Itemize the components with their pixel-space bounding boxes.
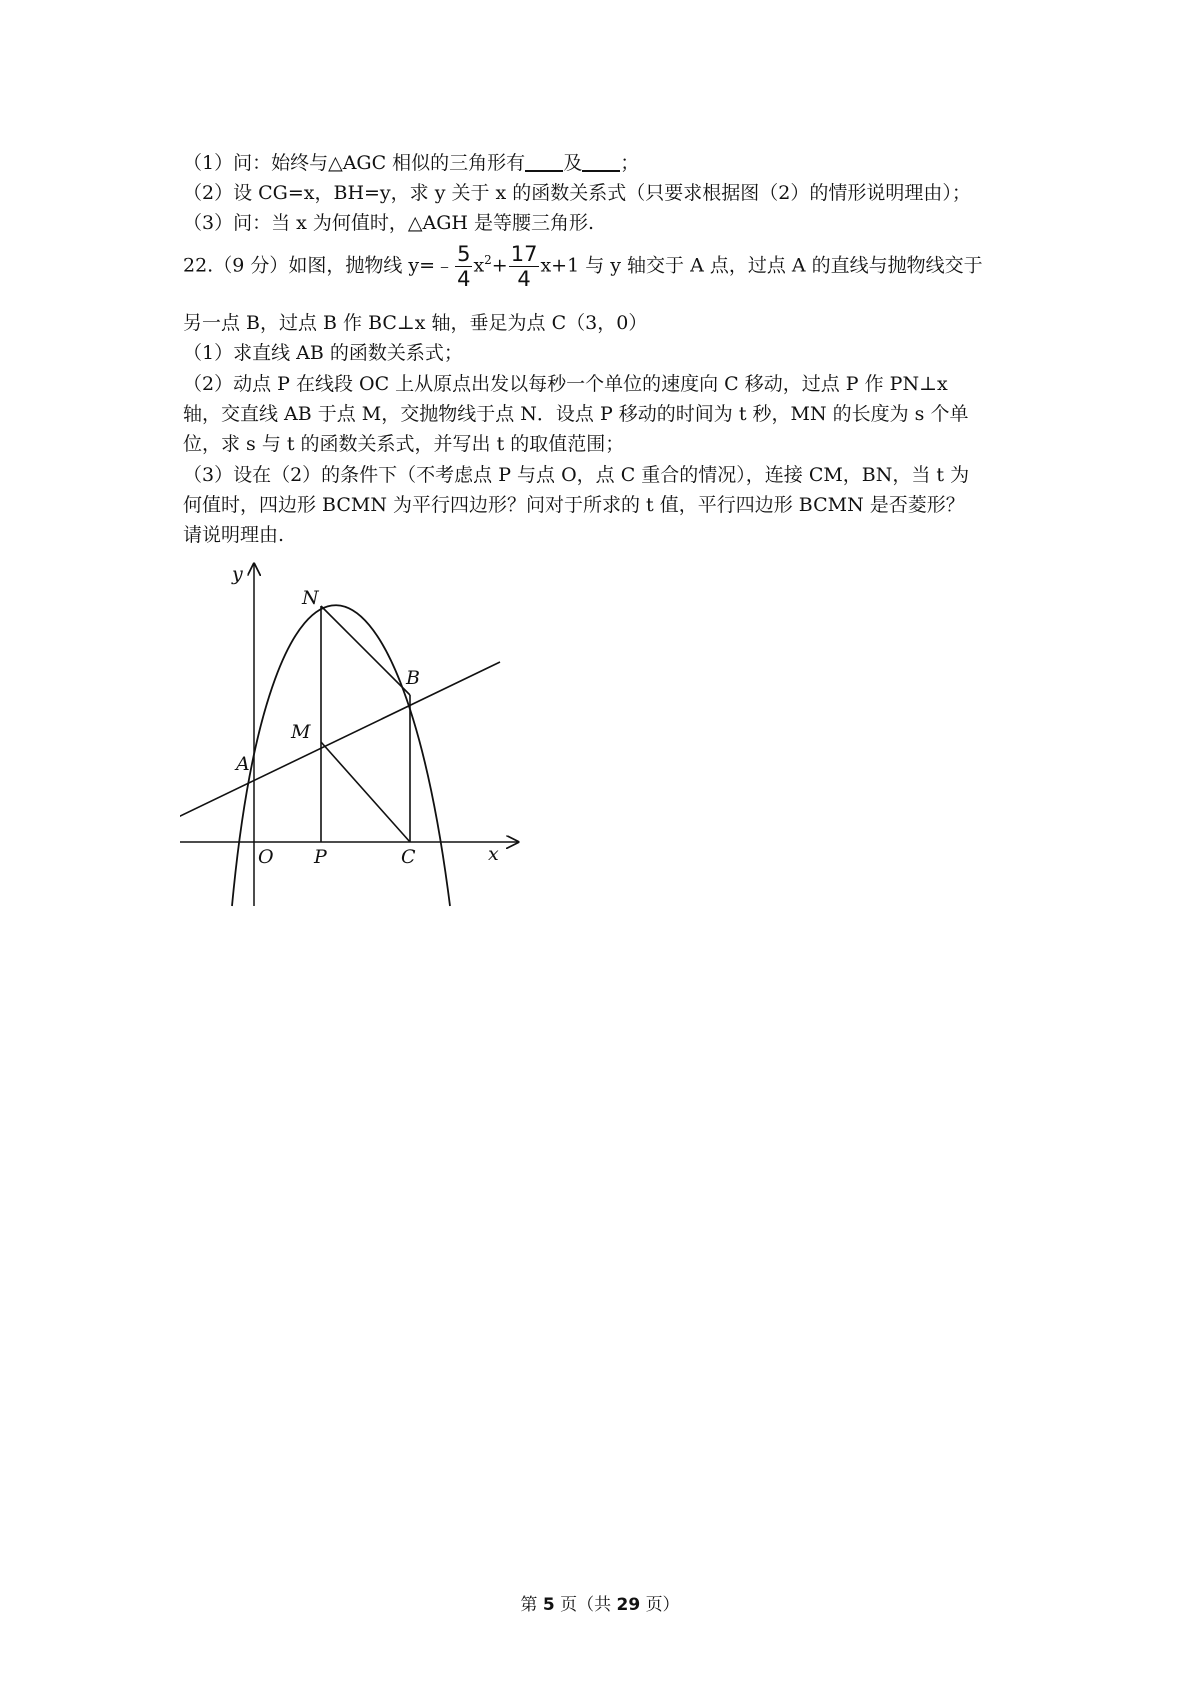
label-p: P bbox=[314, 846, 327, 868]
q22-part2-line1: （2）动点 P 在线段 OC 上从原点出发以每秒一个单位的速度向 C 移动，过点 P 作 PN⊥x bbox=[183, 373, 948, 395]
fraction-17-4 bbox=[509, 242, 540, 291]
q21-part1-prefix: （1）问：始终与△AGC 相似的三角形有 bbox=[183, 152, 526, 174]
q22-x: x bbox=[473, 254, 485, 277]
answer-blank-2 bbox=[582, 150, 620, 172]
q22-exponent: 2 bbox=[484, 253, 492, 267]
line-ab bbox=[180, 662, 500, 820]
parabola-figure bbox=[180, 560, 520, 910]
q22-head-text: 22.（9 分）如图，抛物线 y= bbox=[183, 254, 436, 277]
q21-part2: （2）设 CG=x，BH=y，求 y 关于 x 的函数关系式（只要求根据图（2）的情形说明理由）； bbox=[183, 182, 971, 204]
label-c: C bbox=[401, 846, 416, 868]
label-b: B bbox=[406, 667, 420, 689]
q22-part1: （1）求直线 AB 的函数关系式； bbox=[183, 342, 463, 364]
q22-line2: 另一点 B，过点 B 作 BC⊥x 轴，垂足为点 C（3，0） bbox=[183, 312, 648, 334]
q22-part3-line1: （3）设在（2）的条件下（不考虑点 P 与点 O，点 C 重合的情况），连接 CM，BN，当 t 为 bbox=[183, 464, 970, 486]
q21-part1-mid: 及 bbox=[563, 152, 583, 174]
fraction-numerator: 17 bbox=[510, 241, 538, 266]
label-n: N bbox=[302, 587, 319, 609]
answer-blank-1 bbox=[525, 150, 563, 172]
footer-prefix: 第 bbox=[520, 1595, 538, 1615]
q22-plus: + bbox=[491, 254, 508, 277]
fraction-5-4 bbox=[455, 242, 472, 291]
q21-part1 bbox=[183, 148, 639, 178]
footer-total-pages: 29 bbox=[616, 1595, 641, 1615]
q22-tail-text: x+1 与 y 轴交于 A 点，过点 A 的直线与抛物线交于 bbox=[540, 254, 983, 277]
fraction-denominator: 4 bbox=[457, 266, 471, 291]
footer-suffix: 页） bbox=[645, 1595, 680, 1615]
q21-part3: （3）问：当 x 为何值时，△AGH 是等腰三角形. bbox=[183, 212, 595, 234]
q22-part2-line3: 位，求 s 与 t 的函数关系式，并写出 t 的取值范围； bbox=[183, 433, 625, 455]
q22-part3-line3: 请说明理由. bbox=[183, 524, 285, 546]
label-o: O bbox=[258, 846, 274, 868]
label-m: M bbox=[291, 721, 311, 743]
footer-page-number: 5 bbox=[542, 1595, 555, 1615]
segment-mc bbox=[321, 742, 410, 842]
q22-minus: ﹣ bbox=[435, 254, 455, 277]
q22-part2-line2: 轴，交直线 AB 于点 M，交抛物线于点 N．设点 P 移动的时间为 t 秒，MN 的长度为 s 个单 bbox=[183, 403, 969, 425]
fraction-denominator: 4 bbox=[517, 266, 531, 291]
page-footer bbox=[0, 1593, 1200, 1617]
label-a: A bbox=[236, 753, 250, 775]
label-x: x bbox=[488, 843, 499, 865]
q22-header bbox=[183, 236, 983, 291]
label-y: y bbox=[232, 563, 243, 585]
q21-part1-suffix: ； bbox=[620, 152, 640, 174]
fraction-numerator: 5 bbox=[457, 241, 471, 266]
q22-part3-line2: 何值时，四边形 BCMN 为平行四边形？问对于所求的 t 值，平行四边形 BCMN 是否菱形？ bbox=[183, 494, 965, 516]
footer-mid: 页（共 bbox=[560, 1595, 612, 1615]
